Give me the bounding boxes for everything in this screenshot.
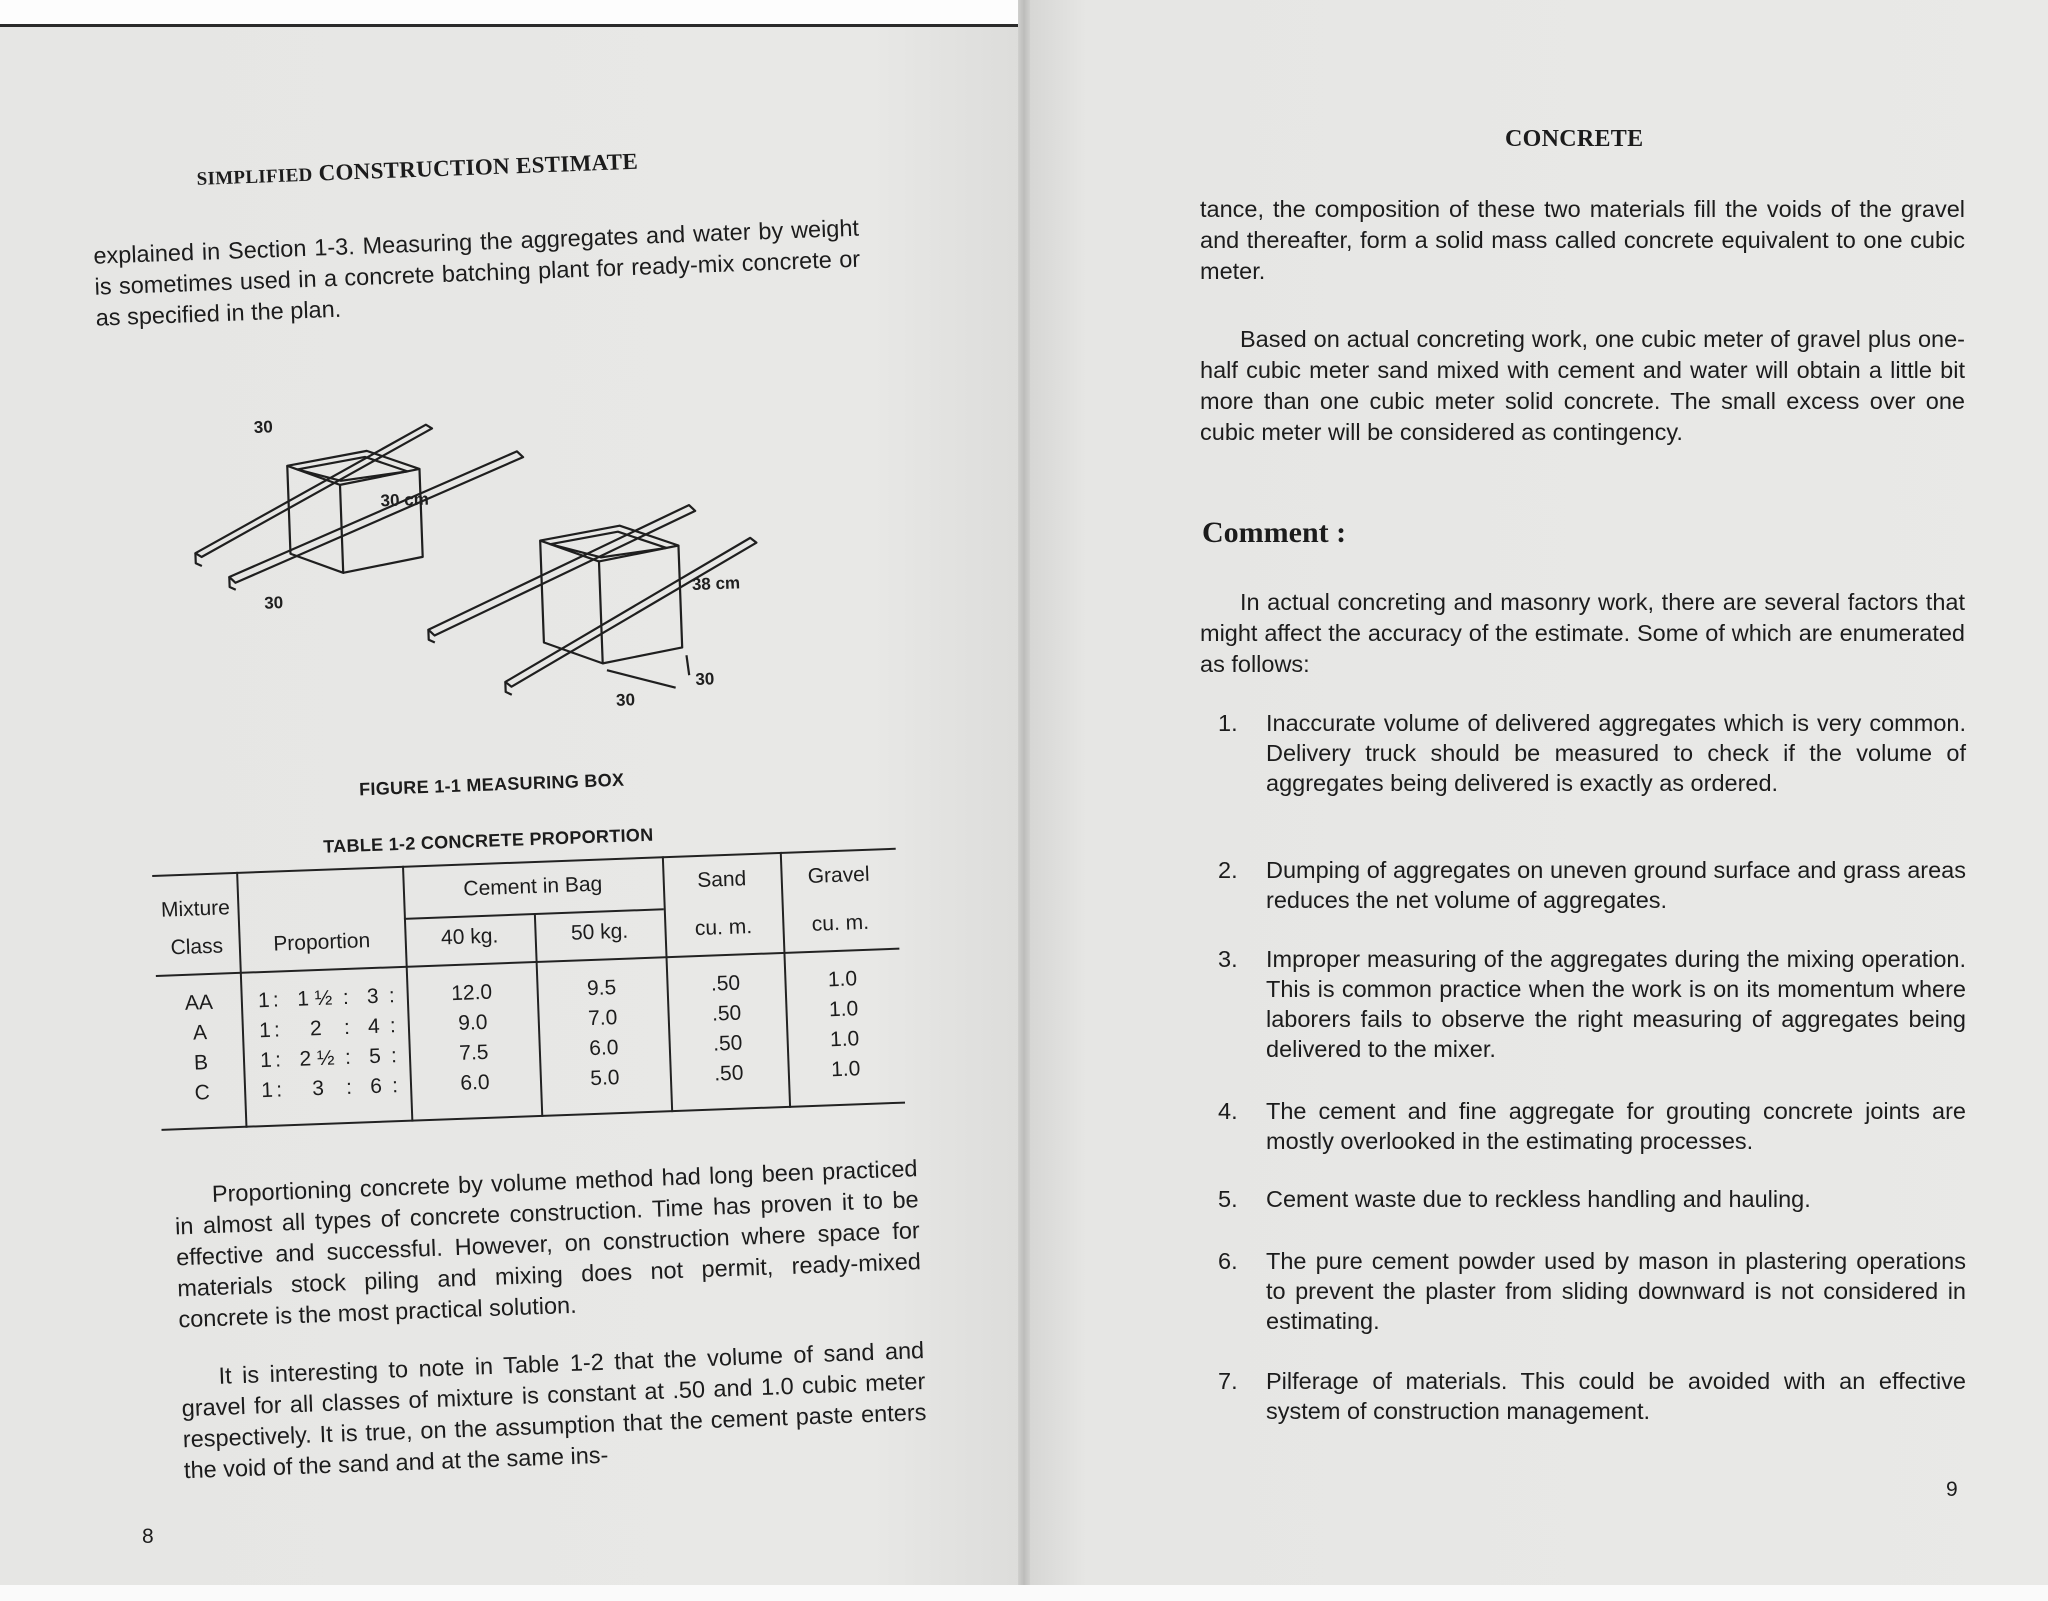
list-item-text: Inaccurate volume of delivered aggregates which is very common. Delivery truck should be measured to check if the volume of aggregates being delivered is exactly as ordered. bbox=[1266, 710, 1966, 796]
ratio-separator: : bbox=[273, 1018, 281, 1042]
table-cell-class: AA bbox=[184, 990, 214, 1015]
right-paragraph-based-text: Based on actual concreting work, one cubic meter of gravel plus one-half cubic meter sand mixed with cement and water will obtain a little bit more than one cubic meter solid concrete. The small excess over one cubic meter will be considered as contingency. bbox=[1200, 326, 1965, 445]
box1-height-label: 30 cm bbox=[380, 489, 430, 511]
ratio-separator: : bbox=[390, 1044, 398, 1068]
ratio-separator: : bbox=[274, 1048, 282, 1072]
table-cell-p2: 3 bbox=[311, 1076, 325, 1101]
table-cell-sand: .50 bbox=[711, 1001, 742, 1026]
list-item-text: Pilferage of materials. This could be avoided with an effective system of construction management. bbox=[1266, 1368, 1966, 1424]
comment-heading: Comment : bbox=[1202, 516, 1347, 549]
list-item-number: 2. bbox=[1218, 857, 1238, 883]
table-cell-sand: .50 bbox=[710, 971, 741, 996]
paragraph-interesting bbox=[180, 1335, 928, 1486]
ratio-separator: : bbox=[388, 984, 396, 1008]
measuring-box-figure bbox=[165, 369, 857, 724]
table-cell-class: C bbox=[194, 1081, 211, 1105]
figure-caption: FIGURE 1-1 MEASURING BOX bbox=[358, 769, 625, 800]
header-gravel-unit: cu. m. bbox=[811, 910, 870, 936]
table-cell-p2: 2 ½ bbox=[299, 1046, 335, 1071]
header-40kg: 40 kg. bbox=[440, 924, 499, 950]
left-running-head: SIMPLIFIED CONSTRUCTION ESTIMATE bbox=[196, 148, 639, 190]
table-cell-gravel: 1.0 bbox=[828, 997, 859, 1022]
ratio-separator: : bbox=[391, 1074, 399, 1098]
table-cell-c50: 5.0 bbox=[589, 1066, 620, 1091]
table-cell-gravel: 1.0 bbox=[829, 1027, 860, 1052]
paragraph-proportioning-text: Proportioning concrete by volume method had long been practiced in almost all types of concrete construction. Time has proven it to be effective and successful. However, on construction where space for materials stock piling and mixing does not permit, ready-mixed concrete is the most practical solution. bbox=[174, 1155, 922, 1333]
list-item-text: Cement waste due to reckless handling and hauling. bbox=[1266, 1186, 1811, 1212]
list-item-number: 6. bbox=[1218, 1248, 1238, 1274]
table-cell-p1: 1 bbox=[260, 1078, 274, 1103]
header-gravel: Gravel bbox=[807, 862, 870, 888]
table-cell-c40: 12.0 bbox=[450, 980, 493, 1006]
table-cell-p1: 1 bbox=[257, 988, 271, 1013]
table-cell-sand: .50 bbox=[713, 1061, 744, 1086]
list-item-text: The pure cement powder used by mason in plastering operations to prevent the plaster from sliding downward is not considered in estimating. bbox=[1266, 1248, 1966, 1334]
header-sand-unit: cu. m. bbox=[694, 915, 753, 941]
right-paragraph-continuation: tance, the composition of these two materials fill the voids of the gravel and thereafter, form a solid mass called concrete equivalent to one cubic meter. bbox=[1200, 196, 1965, 284]
ratio-separator: : bbox=[275, 1078, 283, 1102]
table-cell-c50: 6.0 bbox=[588, 1036, 619, 1061]
ratio-separator: : bbox=[272, 988, 280, 1012]
paragraph-interesting-text: It is interesting to note in Table 1-2 that the volume of sand and gravel for all classes of mixture is constant at .50 and 1.0 cubic meter respectively. It is true, on the assumption that the cement paste enters the void of the sand and at the same ins- bbox=[181, 1337, 927, 1484]
box2-bottom-right-label: 30 bbox=[695, 669, 715, 689]
box2-height-label: 38 cm bbox=[691, 573, 741, 595]
ratio-separator: : bbox=[342, 985, 350, 1010]
right-page-number: 9 bbox=[1946, 1478, 1958, 1501]
box1-top-label: 30 bbox=[253, 417, 274, 437]
header-class: Class bbox=[170, 934, 224, 960]
table-cell-p2: 1 ½ bbox=[296, 986, 333, 1011]
intro-paragraph: explained in Section 1-3. Measuring the aggregates and water by weight is sometimes used in a concrete batching plant for ready-mix concrete or as specified in the plan. bbox=[92, 214, 861, 331]
concrete-proportion-table bbox=[152, 848, 905, 1135]
list-item-text: Dumping of aggregates on uneven ground surface and grass areas reduces the net volume of aggregates. bbox=[1266, 857, 1966, 913]
table-cell-c40: 6.0 bbox=[459, 1070, 491, 1095]
ratio-separator: : bbox=[345, 1075, 353, 1100]
table-cell-sand: .50 bbox=[712, 1031, 743, 1056]
paragraph-proportioning bbox=[173, 1153, 922, 1335]
header-cement-in-bag: Cement in Bag bbox=[463, 872, 603, 901]
header-mixture: Mixture bbox=[160, 896, 231, 922]
table-cell-c40: 9.0 bbox=[457, 1010, 488, 1035]
table-caption: TABLE 1-2 CONCRETE PROPORTION bbox=[322, 824, 654, 857]
list-item-text: The cement and fine aggregate for grouting concrete joints are mostly overlooked in the estimating processes. bbox=[1266, 1098, 1966, 1154]
header-proportion: Proportion bbox=[272, 929, 371, 956]
list-item-number: 1. bbox=[1218, 710, 1238, 736]
box2-bottom-left-label: 30 bbox=[615, 690, 636, 710]
box1-bottom-label: 30 bbox=[263, 593, 284, 613]
header-sand: Sand bbox=[696, 867, 747, 893]
table-cell-p3: 5 bbox=[368, 1044, 382, 1069]
table-cell-class: B bbox=[193, 1051, 209, 1075]
table-cell-p3: 4 bbox=[367, 1014, 381, 1039]
table-cell-p1: 1 bbox=[258, 1018, 272, 1043]
table-cell-c50: 7.0 bbox=[587, 1006, 618, 1031]
list-item-number: 3. bbox=[1218, 946, 1238, 972]
table-cell-p3: 6 bbox=[369, 1074, 383, 1099]
list-item-number: 7. bbox=[1218, 1368, 1238, 1394]
comment-intro bbox=[1200, 587, 1965, 680]
table-cell-c50: 9.5 bbox=[586, 976, 617, 1001]
page-bottom-edge bbox=[0, 1585, 2048, 1601]
comment-intro-text: In actual concreting and masonry work, there are several factors that might affect the accuracy of the estimate. Some of which are enumerated as follows: bbox=[1200, 589, 1965, 677]
left-page-number: 8 bbox=[142, 1525, 154, 1548]
ratio-separator: : bbox=[344, 1045, 352, 1070]
measuring-box-small-drawing bbox=[191, 421, 528, 591]
ratio-separator: : bbox=[389, 1014, 397, 1038]
table-cell-gravel: 1.0 bbox=[830, 1057, 861, 1082]
table-cell-p3: 3 bbox=[366, 984, 380, 1009]
table-cell-class: A bbox=[192, 1021, 208, 1045]
table-cell-c40: 7.5 bbox=[458, 1040, 489, 1065]
right-running-head: CONCRETE bbox=[1505, 126, 1644, 152]
header-50kg: 50 kg. bbox=[570, 919, 629, 945]
table-cell-gravel: 1.0 bbox=[827, 967, 858, 992]
table-cell-p2: 2 bbox=[309, 1016, 323, 1041]
ratio-separator: : bbox=[343, 1015, 351, 1040]
list-item-text: Improper measuring of the aggregates during the mixing operation. This is common practice when the work is on its momentum where laborers fails to observe the right measuring of aggregates being delivered to the mixer. bbox=[1266, 946, 1966, 1062]
table-cell-p1: 1 bbox=[259, 1048, 273, 1073]
right-paragraph-based bbox=[1200, 324, 1965, 448]
list-item-number: 5. bbox=[1218, 1186, 1238, 1212]
list-item-number: 4. bbox=[1218, 1098, 1238, 1124]
table-bottom-rule bbox=[161, 1102, 905, 1131]
